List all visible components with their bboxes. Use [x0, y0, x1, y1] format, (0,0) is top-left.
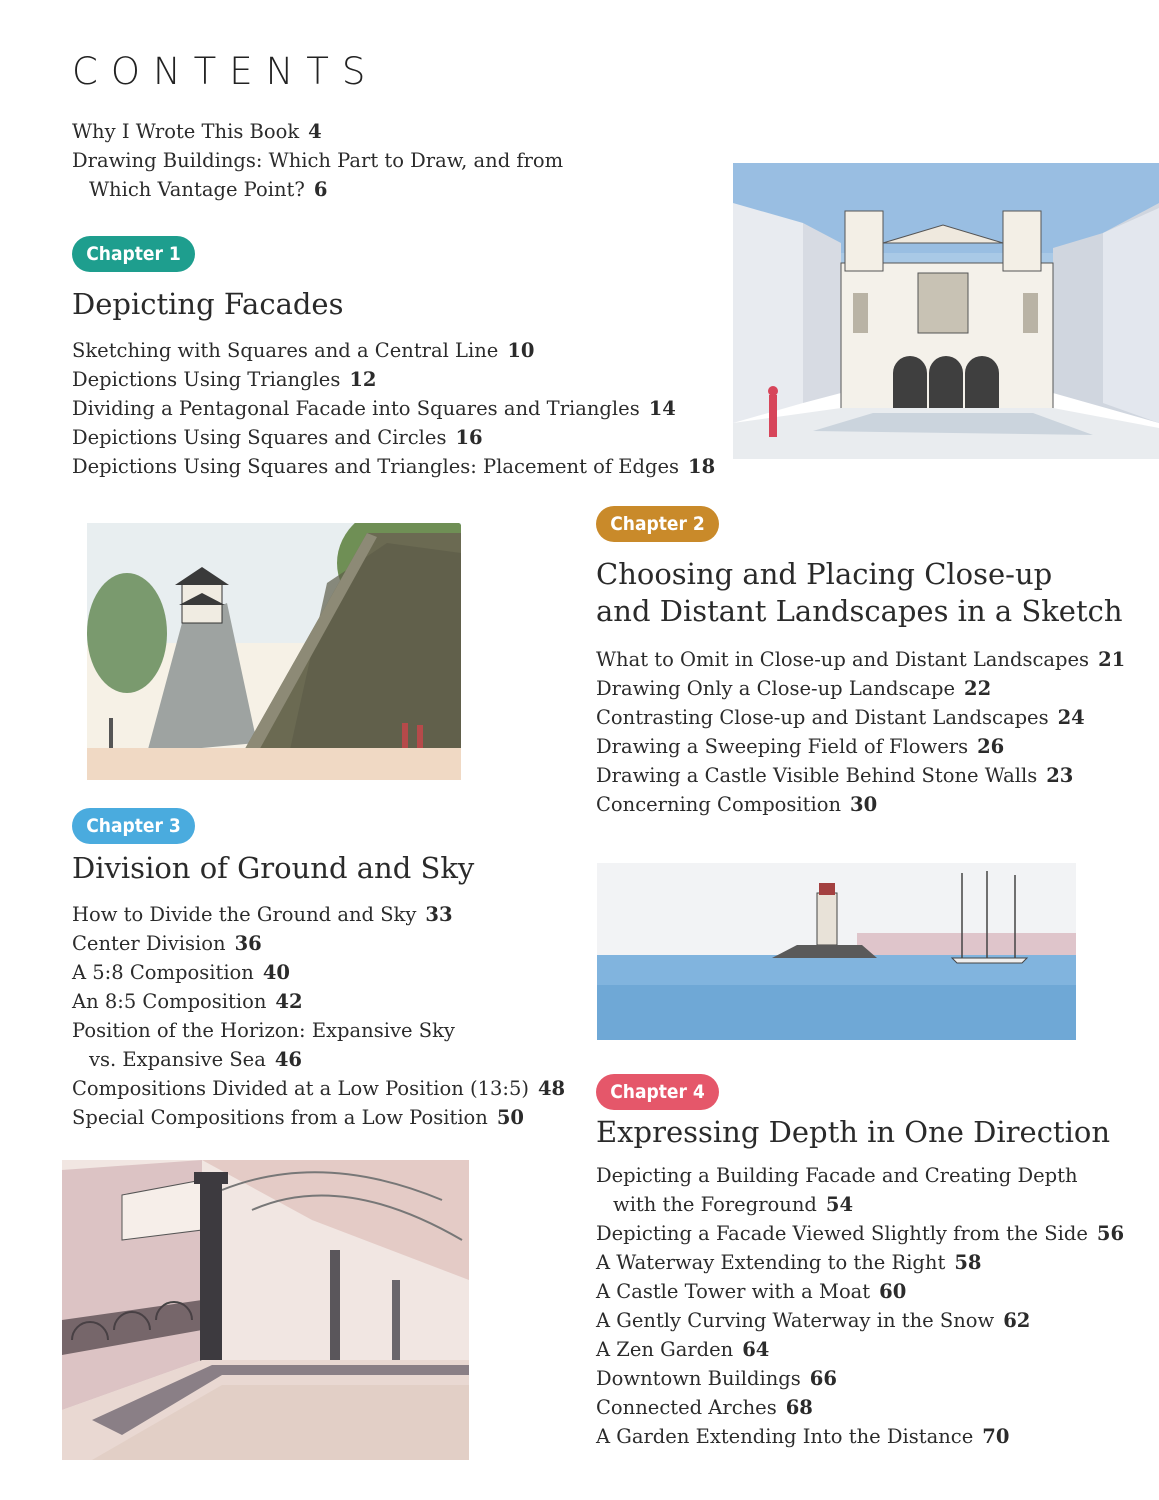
contents-heading: CONTENTS: [72, 50, 379, 93]
chapter-title-4: Expressing Depth in One Direction: [596, 1115, 1110, 1149]
toc-entry[interactable]: Depictions Using Squares and Triangles: Placement of Edges 18: [72, 455, 716, 478]
chapter-1-list: [72, 336, 715, 481]
toc-entry[interactable]: Depicting a Facade Viewed Slightly from the Side 56: [596, 1222, 1125, 1245]
chapter-2-list: [596, 645, 1125, 819]
toc-entry[interactable]: A Gently Curving Waterway in the Snow 62: [596, 1309, 1031, 1332]
toc-entry[interactable]: A Zen Garden 64: [596, 1338, 770, 1361]
chapter-badge-4: Chapter 4: [596, 1074, 719, 1110]
toc-entry[interactable]: Depictions Using Triangles 12: [72, 368, 377, 391]
intro-section: [72, 117, 563, 204]
toc-entry[interactable]: Concerning Composition 30: [596, 793, 878, 816]
castle-wall-illustration: [87, 523, 461, 780]
toc-entry[interactable]: Contrasting Close-up and Distant Landscapes 24: [596, 706, 1085, 729]
toc-entry[interactable]: Connected Arches 68: [596, 1396, 813, 1419]
toc-entry[interactable]: Depictions Using Squares and Circles 16: [72, 426, 483, 449]
toc-entry[interactable]: Drawing a Castle Visible Behind Stone Walls 23: [596, 764, 1074, 787]
toc-entry[interactable]: Compositions Divided at a Low Position (13:5) 48: [72, 1077, 566, 1100]
toc-entry[interactable]: Why I Wrote This Book 4: [72, 120, 322, 143]
chapter-title-2: Choosing and Placing Close-up and Distant Landscapes in a Sketch: [596, 557, 1123, 628]
toc-entry[interactable]: Drawing Only a Close-up Landscape 22: [596, 677, 992, 700]
toc-entry[interactable]: How to Divide the Ground and Sky 33: [72, 903, 453, 926]
toc-entry[interactable]: A Waterway Extending to the Right 58: [596, 1251, 982, 1274]
chapter-badge-1: Chapter 1: [72, 236, 195, 272]
toc-entry[interactable]: What to Omit in Close-up and Distant Landscapes 21: [596, 648, 1126, 671]
chapter-title-3: Division of Ground and Sky: [72, 851, 475, 885]
chapter-3-list: [72, 900, 565, 1132]
toc-entry[interactable]: A Garden Extending Into the Distance 70: [596, 1425, 1010, 1448]
toc-entry[interactable]: A 5:8 Composition 40: [72, 961, 290, 984]
church-facade-illustration: [733, 163, 1159, 459]
toc-entry[interactable]: Drawing Buildings: Which Part to Draw, and from Which Vantage Point? 6: [72, 149, 564, 201]
toc-entry[interactable]: Special Compositions from a Low Position 50: [72, 1106, 524, 1129]
chapter-badge-3: Chapter 3: [72, 808, 195, 844]
toc-entry[interactable]: A Castle Tower with a Moat 60: [596, 1280, 907, 1303]
toc-entry[interactable]: Center Division 36: [72, 932, 262, 955]
chapter-badge-2: Chapter 2: [596, 506, 719, 542]
toc-entry[interactable]: Sketching with Squares and a Central Line 10: [72, 339, 535, 362]
toc-entry[interactable]: An 8:5 Composition 42: [72, 990, 303, 1013]
cloister-arcade-illustration: [62, 1160, 469, 1460]
toc-entry[interactable]: Downtown Buildings 66: [596, 1367, 837, 1390]
toc-entry[interactable]: Position of the Horizon: Expansive Sky vs. Expansive Sea 46: [72, 1019, 455, 1071]
lighthouse-sea-illustration: [597, 863, 1076, 1040]
chapter-title-1: Depicting Facades: [72, 287, 344, 321]
toc-entry[interactable]: Dividing a Pentagonal Facade into Squares and Triangles 14: [72, 397, 676, 420]
toc-entry[interactable]: Depicting a Building Facade and Creating Depth with the Foreground 54: [596, 1164, 1078, 1216]
chapter-4-list: [596, 1161, 1124, 1451]
toc-entry[interactable]: Drawing a Sweeping Field of Flowers 26: [596, 735, 1005, 758]
